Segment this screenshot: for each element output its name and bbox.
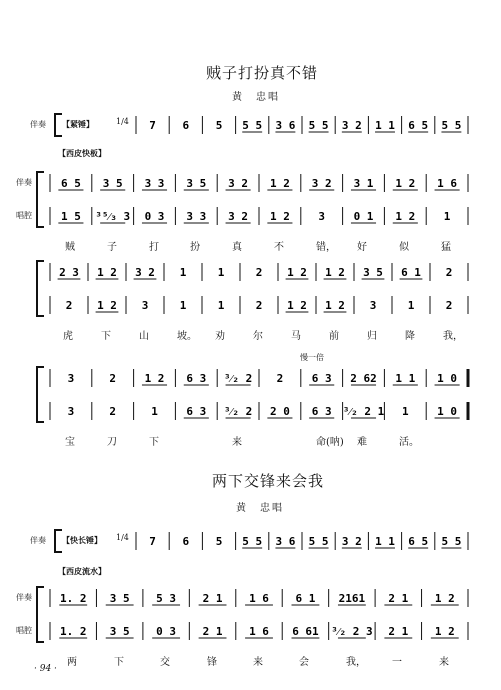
note-cell: 1 [401, 405, 409, 418]
note-cell: 6 5 [60, 177, 81, 190]
note-cell: 1 2 [434, 625, 455, 638]
note-cell: 3 [141, 299, 149, 312]
lyric-syllable: 刀 [107, 437, 117, 448]
note-cell: 6 3 [311, 405, 332, 418]
note-cell: 3 2 [341, 119, 362, 132]
intro-row [0, 114, 501, 136]
lyric-syllable: 子 [107, 242, 117, 253]
note-cell: 2 3 [59, 266, 79, 279]
accompaniment-row [0, 367, 501, 389]
lyric-syllable: 前 [329, 331, 339, 342]
note-cell: 6 5 [408, 535, 429, 548]
lyric-syllable: 会 [299, 657, 309, 668]
lyric-syllable: 尔 [253, 331, 263, 342]
note-cell: 5 5 [308, 119, 329, 132]
piece-title: 两下交锋来会我 [212, 472, 325, 490]
note-cell: 1 1 [395, 372, 416, 385]
note-cell: 2 1 [388, 592, 409, 605]
note-cell: 2161 [338, 592, 366, 605]
vocal-row [0, 294, 501, 316]
lyric-syllable: 降 [405, 331, 415, 342]
note-cell: 3 3 [186, 210, 207, 223]
note-cell: 6 5 [408, 119, 429, 132]
lyric-syllable: 好 [357, 242, 367, 253]
note-cell: 1 2 [287, 299, 307, 312]
lyric-syllable: 真 [232, 242, 242, 253]
intro-tag: 【紧锤】 [62, 120, 94, 129]
note-cell: 1. 2 [59, 592, 87, 605]
note-cell: 2 1 [202, 625, 223, 638]
note-cell: 1 1 [375, 535, 395, 548]
note-cell: 5 5 [242, 535, 263, 548]
note-cell: 2 [65, 299, 73, 312]
note-cell: 1 0 [437, 372, 458, 385]
lyric-syllable: 扮 [190, 242, 200, 253]
lyric-syllable: 坡。 [177, 331, 197, 342]
note-cell: 0 3 [144, 210, 165, 223]
note-cell: 6 [182, 535, 190, 548]
lyric-syllable: 来 [439, 657, 449, 668]
lyric-syllable: 下 [149, 437, 159, 448]
vocal-row [0, 205, 501, 227]
note-cell: 3 [369, 299, 377, 312]
note-cell: 3 1 [353, 177, 374, 190]
note-cell: 1 2 [325, 299, 345, 312]
time-signature: 1/4 [116, 533, 129, 542]
accompaniment-row [0, 261, 501, 283]
note-cell: 3 2 [228, 210, 249, 223]
note-cell: 1 [217, 299, 225, 312]
note-cell: 5 5 [441, 535, 462, 548]
note-cell: 5 [215, 535, 223, 548]
lyric-syllable: 锋 [207, 657, 217, 668]
vocal-label: 唱腔 [16, 626, 32, 635]
note-cell: 1 2 [144, 372, 165, 385]
lyric-syllable: 打 [149, 242, 159, 253]
note-cell: 2 0 [269, 405, 290, 418]
note-cell: 1 [151, 405, 158, 418]
lyric-syllable: 两 [67, 657, 77, 668]
note-cell: 1 [407, 299, 415, 312]
page-number: · 94 · [34, 664, 57, 674]
note-cell: 3 [67, 372, 75, 385]
note-cell: 1 2 [269, 177, 290, 190]
note-cell: 3 2 [228, 177, 249, 190]
note-cell: 1 [179, 266, 187, 279]
note-cell: 3 5 [186, 177, 207, 190]
note-cell: 5 [215, 119, 223, 132]
note-cell: 2 1 [202, 592, 223, 605]
note-cell: 1 2 [287, 266, 307, 279]
lyric-syllable: 错， [316, 242, 336, 253]
note-cell: 1 [217, 266, 225, 279]
lyric-syllable: 我， [346, 657, 366, 668]
lyric-syllable: 马 [291, 331, 301, 342]
note-cell: 3 5 [102, 177, 123, 190]
lyric-syllable: 虎 [63, 331, 73, 342]
note-cell: 6 3 [186, 405, 207, 418]
note-cell: 1 2 [97, 299, 117, 312]
lyric-syllable: 归 [367, 331, 377, 342]
note-cell: 1 [179, 299, 187, 312]
note-cell: 1 5 [60, 210, 81, 223]
accompaniment-row [0, 172, 501, 194]
note-cell: 3 2 [341, 535, 362, 548]
note-cell: 3 6 [275, 535, 296, 548]
lyric-syllable: 活。 [399, 437, 419, 448]
note-cell: 2 [445, 299, 453, 312]
note-cell: ³⁄₂ 2 3 [331, 625, 373, 638]
note-cell: 5 5 [308, 535, 329, 548]
lyric-syllable: 我， [443, 331, 463, 342]
note-cell: 1 0 [437, 405, 458, 418]
intro-tag: 【快长锤】 [62, 536, 102, 545]
accompaniment-label: 伴奏 [16, 593, 32, 602]
intro-label: 伴奏 [30, 536, 46, 545]
tempo-mark: 慢一倍 [300, 353, 324, 362]
note-cell: 6 1 [295, 592, 316, 605]
singer-credit: 黄 忠唱 [236, 503, 284, 514]
note-cell: 6 [182, 119, 190, 132]
lyric-syllable: 来 [253, 657, 263, 668]
note-cell: 3 [318, 210, 326, 223]
note-cell: 1 2 [325, 266, 345, 279]
note-cell: 2 [255, 266, 263, 279]
note-cell: 7 [149, 119, 156, 132]
time-signature: 1/4 [116, 117, 129, 126]
note-cell: 1 6 [249, 625, 269, 638]
note-cell: 1 1 [375, 119, 395, 132]
lyric-syllable: 交 [160, 657, 170, 668]
piece-title: 贼子打扮真不错 [206, 64, 319, 82]
note-cell: 6 3 [186, 372, 207, 385]
note-cell: 3 [67, 405, 75, 418]
note-cell: 0 3 [156, 625, 177, 638]
note-cell: 1 [443, 210, 451, 223]
note-cell: 2 [109, 405, 117, 418]
lyric-syllable: 不 [274, 242, 284, 253]
note-cell: 5 3 [156, 592, 177, 605]
lyric-syllable: 猛 [441, 242, 451, 253]
note-cell: 2 [255, 299, 263, 312]
note-cell: 1 2 [434, 592, 455, 605]
note-cell: 1 2 [395, 210, 416, 223]
note-cell: 2 [276, 372, 284, 385]
lyric-syllable: 下 [114, 657, 124, 668]
note-cell: 2 62 [350, 372, 377, 385]
lyric-syllable: 宝 [65, 437, 75, 448]
lyric-syllable: 一 [392, 657, 402, 668]
note-cell: 3 5 [363, 266, 383, 279]
note-cell: 1 2 [97, 266, 117, 279]
note-cell: 3 2 [311, 177, 332, 190]
note-cell: 5 5 [441, 119, 462, 132]
lyric-syllable: 下 [101, 331, 111, 342]
intro-label: 伴奏 [30, 120, 46, 129]
note-cell: ³⁄₂ 2 1 [342, 405, 385, 418]
note-cell: 1 6 [249, 592, 269, 605]
lyric-syllable: 命(呐) [316, 437, 344, 448]
note-cell: 2 1 [388, 625, 409, 638]
note-cell: 3 5 [109, 625, 130, 638]
note-cell: 3 6 [275, 119, 296, 132]
lyric-syllable: 似 [399, 242, 409, 253]
note-cell: 1. 2 [59, 625, 87, 638]
note-cell: 5 5 [242, 119, 263, 132]
vocal-row [0, 620, 501, 642]
vocal-label: 唱腔 [16, 211, 32, 220]
note-cell: 6 61 [292, 625, 319, 638]
note-cell: 3 3 [144, 177, 165, 190]
note-cell: 7 [149, 535, 156, 548]
lyric-syllable: 来 [232, 437, 242, 448]
accompaniment-label: 伴奏 [16, 178, 32, 187]
section-tag: 【西皮快板】 [58, 149, 106, 158]
note-cell: 0 1 [353, 210, 374, 223]
note-cell: 2 [445, 266, 453, 279]
accompaniment-row [0, 587, 501, 609]
note-cell: 3 5 [109, 592, 130, 605]
lyric-syllable: 贼 [65, 242, 75, 253]
note-cell: ³⁄₂ 2 [223, 372, 253, 385]
intro-row [0, 530, 501, 552]
note-cell: 3 2 [135, 266, 155, 279]
note-cell: 1 6 [437, 177, 458, 190]
note-cell: 6 1 [401, 266, 421, 279]
section-tag: 【西皮流水】 [58, 567, 106, 576]
note-cell: 1 2 [269, 210, 290, 223]
lyric-syllable: 难 [357, 437, 367, 448]
lyric-syllable: 劝 [215, 331, 225, 342]
vocal-row [0, 400, 501, 422]
note-cell: ³⁵⁄₃ 3 [95, 210, 131, 223]
note-cell: ³⁄₂ 2 [223, 405, 253, 418]
note-cell: 2 [109, 372, 117, 385]
singer-credit: 黄 忠唱 [232, 92, 280, 103]
lyric-syllable: 山 [139, 331, 149, 342]
note-cell: 1 2 [395, 177, 416, 190]
note-cell: 6 3 [311, 372, 332, 385]
